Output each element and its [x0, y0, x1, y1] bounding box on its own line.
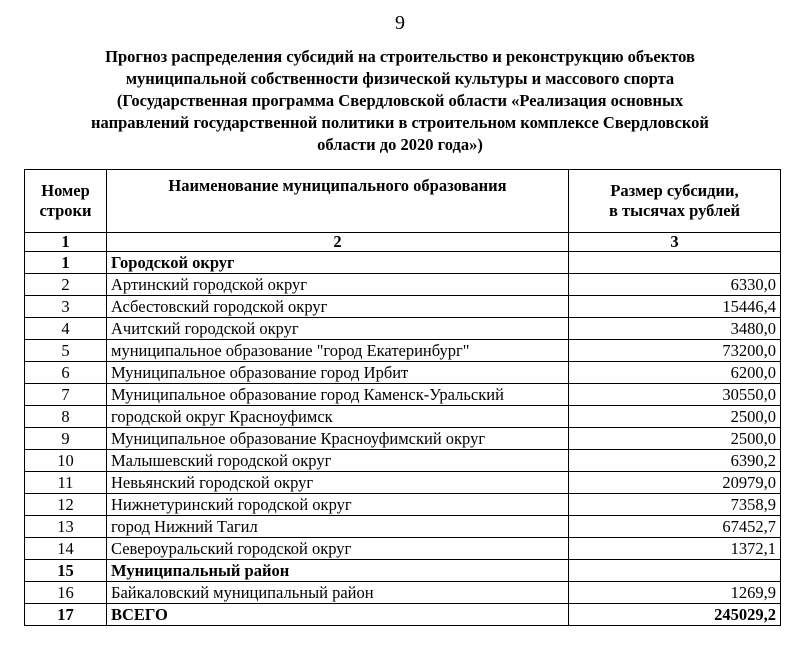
header-row-number: [25, 170, 107, 233]
row-number-cell: 14: [25, 538, 107, 560]
title-line: области до 2020 года»): [317, 135, 483, 154]
column-number: 3: [569, 233, 781, 252]
header-subsidy-line: Размер субсидии,: [610, 181, 739, 200]
subsidy-value-cell: 73200,0: [569, 340, 781, 362]
municipality-cell: Малышевский городской округ: [107, 450, 569, 472]
table-row: [25, 450, 781, 472]
table-row: [25, 472, 781, 494]
municipality-cell: муниципальное образование "город Екатеринбург": [107, 340, 569, 362]
municipality-cell: Муниципальный район: [107, 560, 569, 582]
row-number-cell: 16: [25, 582, 107, 604]
subsidy-value-cell: 3480,0: [569, 318, 781, 340]
municipality-cell: ВСЕГО: [107, 604, 569, 626]
subsidy-value-cell: 6390,2: [569, 450, 781, 472]
municipality-cell: Артинский городской округ: [107, 274, 569, 296]
subsidy-value-cell: 20979,0: [569, 472, 781, 494]
table-row: [25, 252, 781, 274]
row-number-cell: 13: [25, 516, 107, 538]
row-number-cell: 3: [25, 296, 107, 318]
municipality-cell: городской округ Красноуфимск: [107, 406, 569, 428]
subsidy-value-cell: 6200,0: [569, 362, 781, 384]
subsidy-value-cell: 30550,0: [569, 384, 781, 406]
table-row: [25, 318, 781, 340]
title-line: муниципальной собственности физической культуры и массового спорта: [125, 69, 675, 88]
header-subsidy: [569, 170, 781, 233]
column-number: 2: [107, 233, 569, 252]
table-row: [25, 384, 781, 406]
row-number-cell: 10: [25, 450, 107, 472]
table-row: [25, 362, 781, 384]
municipality-cell: Нижнетуринский городской округ: [107, 494, 569, 516]
table-row: [25, 516, 781, 538]
subsidy-value-cell: 2500,0: [569, 406, 781, 428]
municipality-cell: город Нижний Тагил: [107, 516, 569, 538]
table-body: [25, 252, 781, 626]
subsidy-table: [24, 169, 781, 626]
header-subsidy-line: в тысячах рублей: [608, 201, 741, 220]
municipality-cell: Ачитский городской округ: [107, 318, 569, 340]
row-number-cell: 1: [25, 252, 107, 274]
header-municipality: [107, 170, 569, 233]
subsidy-value-cell: 67452,7: [569, 516, 781, 538]
table-row: [25, 428, 781, 450]
row-number-cell: 17: [25, 604, 107, 626]
municipality-cell: Муниципальное образование город Каменск-Уральский: [107, 384, 569, 406]
document-title: [40, 46, 760, 156]
table-row: [25, 538, 781, 560]
table-row: [25, 560, 781, 582]
table-row: [25, 494, 781, 516]
municipality-cell: Невьянский городской округ: [107, 472, 569, 494]
table-row: [25, 582, 781, 604]
municipality-cell: Городской округ: [107, 252, 569, 274]
row-number-cell: 5: [25, 340, 107, 362]
subsidy-value-cell: 1372,1: [569, 538, 781, 560]
row-number-cell: 11: [25, 472, 107, 494]
subsidy-value-cell: 245029,2: [569, 604, 781, 626]
row-number-cell: 6: [25, 362, 107, 384]
title-line: Прогноз распределения субсидий на строительство и реконструкцию объектов: [105, 47, 695, 66]
subsidy-value-cell: 6330,0: [569, 274, 781, 296]
subsidy-value-cell: [569, 252, 781, 274]
row-number-cell: 4: [25, 318, 107, 340]
row-number-cell: 2: [25, 274, 107, 296]
row-number-cell: 8: [25, 406, 107, 428]
municipality-cell: Асбестовский городской округ: [107, 296, 569, 318]
table-row: [25, 406, 781, 428]
table-header-row: [25, 170, 781, 233]
column-number: 1: [25, 233, 107, 252]
table-row: [25, 604, 781, 626]
title-line: (Государственная программа Свердловской области «Реализация основных: [116, 91, 684, 110]
title-line: направлений государственной политики в строительном комплексе Свердловской: [91, 113, 709, 132]
municipality-cell: Североуральский городской округ: [107, 538, 569, 560]
subsidy-value-cell: 2500,0: [569, 428, 781, 450]
table-row: [25, 340, 781, 362]
subsidy-value-cell: [569, 560, 781, 582]
municipality-cell: Байкаловский муниципальный район: [107, 582, 569, 604]
header-municipality-label: Наименование муниципального образования: [168, 176, 507, 195]
row-number-cell: 9: [25, 428, 107, 450]
table-row: [25, 296, 781, 318]
column-number-row: [25, 233, 781, 252]
row-number-cell: 15: [25, 560, 107, 582]
municipality-cell: Муниципальное образование Красноуфимский округ: [107, 428, 569, 450]
municipality-cell: Муниципальное образование город Ирбит: [107, 362, 569, 384]
subsidy-value-cell: 1269,9: [569, 582, 781, 604]
subsidy-value-cell: 7358,9: [569, 494, 781, 516]
row-number-cell: 12: [25, 494, 107, 516]
header-row-number-line: Номер: [41, 181, 90, 200]
row-number-cell: 7: [25, 384, 107, 406]
table-row: [25, 274, 781, 296]
header-row-number-line: строки: [39, 201, 92, 220]
subsidy-value-cell: 15446,4: [569, 296, 781, 318]
page-number: 9: [395, 12, 405, 34]
